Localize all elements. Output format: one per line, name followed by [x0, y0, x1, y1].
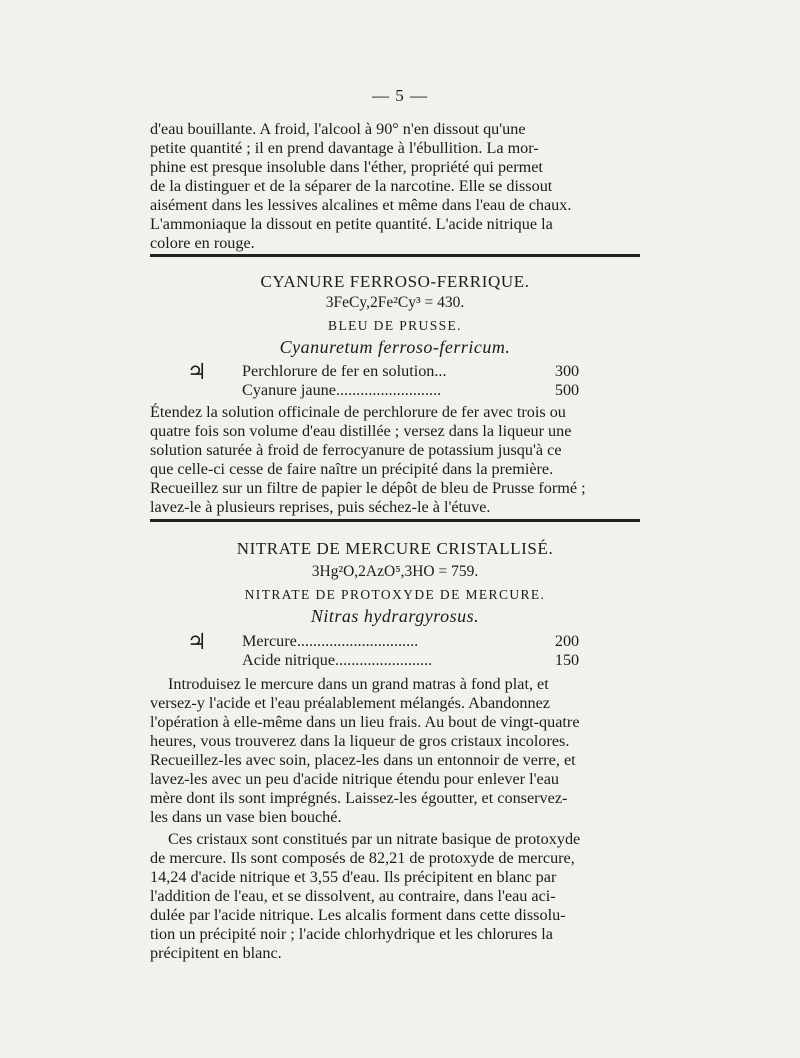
text-line: petite quantité ; il en prend davantage à l'ébullition. La mor- [150, 139, 539, 157]
morphine-paragraph [150, 120, 640, 253]
chemical-formula: 3FeCy,2Fe²Cy³ = 430. [325, 294, 465, 311]
notes-paragraph [150, 830, 640, 963]
ingredient-name: Mercure.............................. [242, 632, 419, 650]
section-subtitle: BLEU DE PRUSSE. [328, 318, 462, 333]
text-line: quatre fois son volume d'eau distillée ; versez dans la liqueur une [150, 422, 572, 440]
text-line: lavez-les avec un peu d'acide nitrique étendu pour enlever l'eau [150, 770, 559, 788]
text-line: versez-y l'acide et l'eau préalablement mélangés. Abandonnez [150, 694, 550, 712]
text-line: colore en rouge. [150, 234, 255, 252]
text-line: L'ammoniaque la dissout en petite quantité. L'acide nitrique la [150, 215, 553, 233]
text-line: l'addition de l'eau, et se dissolvent, au contraire, dans l'eau aci- [150, 887, 556, 905]
text-line: Introduisez le mercure dans un grand matras à fond plat, et [168, 675, 549, 693]
section-divider [150, 254, 640, 257]
text-line: dulée par l'acide nitrique. Les alcalis forment dans cette dissolu- [150, 906, 566, 924]
text-line: les dans un vase bien bouché. [150, 808, 342, 826]
text-line: de mercure. Ils sont composés de 82,21 de protoxyde de mercure, [150, 849, 575, 867]
section-title: CYANURE FERROSO-FERRIQUE. [260, 272, 530, 291]
text-line: phine est presque insoluble dans l'éther, propriété qui permet [150, 158, 543, 176]
ingredient-name: Cyanure jaune.......................... [242, 381, 442, 399]
page-number: — 5 — [372, 86, 428, 105]
recipe-symbol: ♃ [187, 629, 207, 654]
ingredient-quantity: 500 [554, 381, 580, 399]
text-line: d'eau bouillante. A froid, l'alcool à 90° n'en dissout qu'une [150, 120, 526, 138]
text-line: de la distinguer et de la séparer de la narcotine. Elle se dissout [150, 177, 553, 195]
ingredient-quantity: 200 [554, 632, 580, 650]
section-title: NITRATE DE MERCURE CRISTALLISÉ. [236, 539, 554, 558]
text-line: mère dont ils sont imprégnés. Laissez-les égoutter, et conservez- [150, 789, 568, 807]
ingredient-quantity: 300 [554, 362, 580, 380]
ingredient-name: Acide nitrique........................ [242, 651, 433, 669]
latin-name: Cyanuretum ferroso-ferricum. [279, 337, 511, 357]
section-divider [150, 519, 640, 522]
text-line: que celle-ci cesse de faire naître un précipité dans la première. [150, 460, 554, 478]
ingredient-name: Perchlorure de fer en solution... [242, 362, 447, 380]
section-subtitle: NITRATE DE PROTOXYDE DE MERCURE. [244, 587, 546, 602]
text-line: heures, vous trouverez dans la liqueur de gros cristaux incolores. [150, 732, 570, 750]
text-line: tion un précipité noir ; l'acide chlorhydrique et les chlorures la [150, 925, 553, 943]
text-line: lavez-le à plusieurs reprises, puis séchez-le à l'étuve. [150, 498, 491, 516]
instructions-paragraph [150, 403, 640, 517]
text-line: 14,24 d'acide nitrique et 3,55 d'eau. Ils précipitent en blanc par [150, 868, 557, 886]
chemical-formula: 3Hg²O,2AzO⁵,3HO = 759. [311, 563, 479, 580]
text-line: l'opération à elle-même dans un lieu frais. Au bout de vingt-quatre [150, 713, 580, 731]
text-line: Recueillez sur un filtre de papier le dépôt de bleu de Prusse formé ; [150, 479, 586, 497]
instructions-paragraph [150, 675, 640, 827]
latin-name: Nitras hydrargyrosus. [310, 606, 480, 626]
text-line: précipitent en blanc. [150, 944, 282, 962]
text-line: Recueillez-les avec soin, placez-les dans un entonnoir de verre, et [150, 751, 576, 769]
recipe-symbol: ♃ [187, 359, 207, 384]
text-line: solution saturée à froid de ferrocyanure de potassium jusqu'à ce [150, 441, 562, 459]
text-line: aisément dans les lessives alcalines et même dans l'eau de chaux. [150, 196, 572, 214]
text-line: Étendez la solution officinale de perchlorure de fer avec trois ou [150, 403, 566, 421]
ingredient-quantity: 150 [554, 651, 580, 669]
text-line: Ces cristaux sont constitués par un nitrate basique de protoxyde [168, 830, 581, 848]
